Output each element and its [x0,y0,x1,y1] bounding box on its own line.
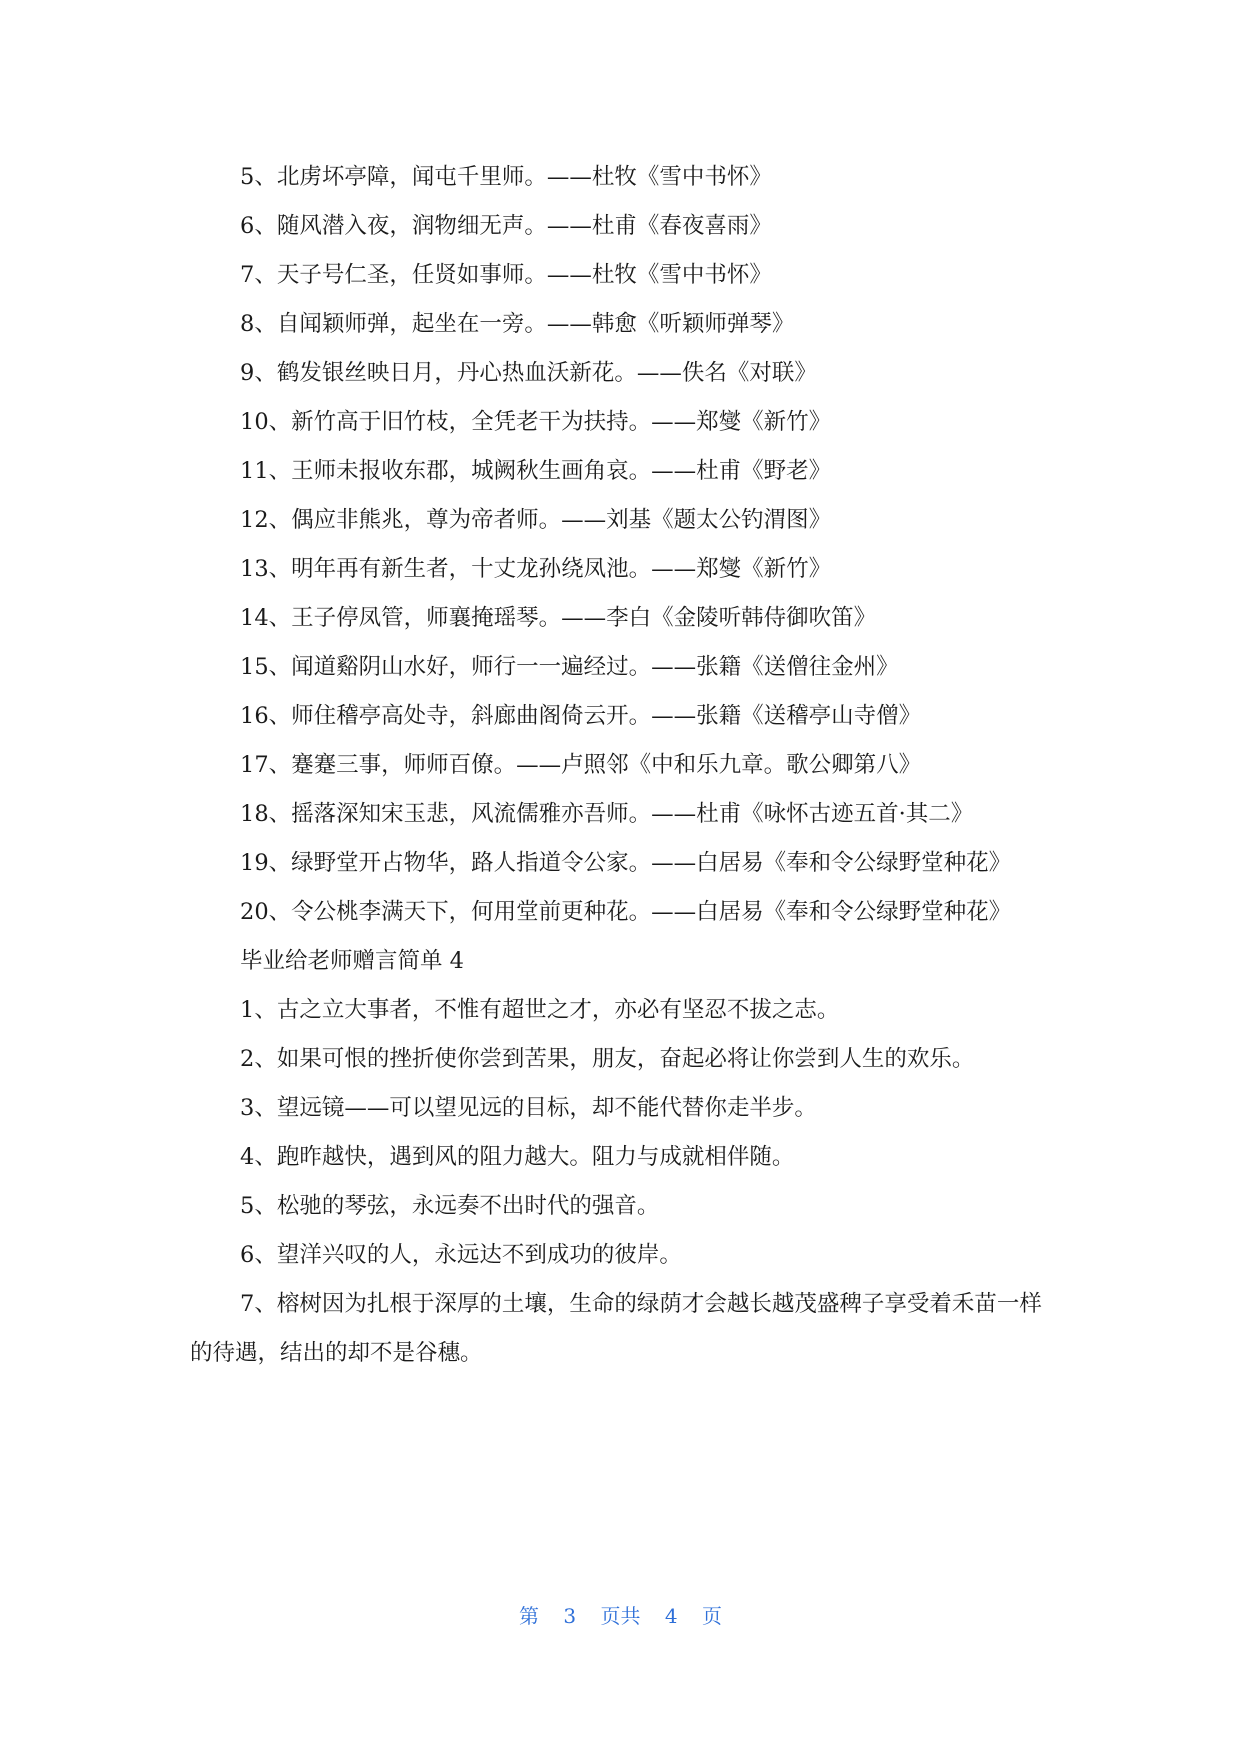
motto-line: 3、望远镜——可以望见远的目标，却不能代替你走半步。 [240,1095,817,1121]
motto-line: 6、望洋兴叹的人，永远达不到成功的彼岸。 [240,1242,682,1268]
quote-line: 20、令公桃李满天下，何用堂前更种花。——白居易《奉和令公绿野堂种花》 [240,899,1012,925]
motto-line: 5、松驰的琴弦，永远奏不出时代的强音。 [240,1193,660,1219]
quote-line: 5、北虏坏亭障，闻屯千里师。——杜牧《雪中书怀》 [240,164,772,190]
quote-line: 12、偶应非熊兆，尊为帝者师。——刘基《题太公钓渭图》 [240,507,832,533]
quote-line: 16、师住稽亭高处寺，斜廊曲阁倚云开。——张籍《送稽亭山寺僧》 [240,703,922,729]
quote-line: 6、随风潜入夜，润物细无声。——杜甫《春夜喜雨》 [240,213,772,239]
quote-line: 9、鹤发银丝映日月，丹心热血沃新花。——佚名《对联》 [240,360,817,386]
quote-line: 8、自闻颖师弹，起坐在一旁。——韩愈《听颖师弹琴》 [240,311,795,337]
quote-line: 18、摇落深知宋玉悲，风流儒雅亦吾师。——杜甫《咏怀古迹五首·其二》 [240,801,974,827]
document-body [190,153,1052,1378]
footer-middle: 页共 [600,1604,641,1628]
footer-suffix: 页 [701,1604,722,1628]
footer-current-page: 3 [563,1604,577,1628]
footer-total-pages: 4 [664,1604,678,1628]
quote-line: 14、王子停凤管，师襄掩瑶琴。——李白《金陵听韩侍御吹笛》 [240,605,877,631]
footer-prefix: 第 [519,1604,540,1628]
section-heading: 毕业给老师赠言简单 4 [240,948,464,974]
quote-line: 17、蹇蹇三事，师师百僚。——卢照邻《中和乐九章。歌公卿第八》 [240,752,922,778]
motto-line: 4、跑昨越快，遇到风的阻力越大。阻力与成就相伴随。 [240,1144,795,1170]
quote-line: 11、王师未报收东郡，城阙秋生画角哀。——杜甫《野老》 [240,458,832,484]
motto-line: 1、古之立大事者，不惟有超世之才，亦必有坚忍不拔之志。 [240,997,840,1023]
quote-line: 13、明年再有新生者，十丈龙孙绕凤池。——郑燮《新竹》 [240,556,832,582]
quote-line: 7、天子号仁圣，任贤如事师。——杜牧《雪中书怀》 [240,262,772,288]
quote-line: 19、绿野堂开占物华，路人指道令公家。——白居易《奉和令公绿野堂种花》 [240,850,1012,876]
quote-line: 15、闻道谿阴山水好，师行一一遍经过。——张籍《送僧往金州》 [240,654,899,680]
motto-line: 2、如果可恨的挫折使你尝到苦果，朋友，奋起必将让你尝到人生的欢乐。 [240,1046,975,1072]
motto-line: 7、榕树因为扎根于深厚的土壤，生命的绿荫才会越长越茂盛稗子享受着禾苗一样的待遇，结出的却不是谷穗。 [190,1291,1042,1366]
quote-line: 10、新竹高于旧竹枝，全凭老干为扶持。——郑燮《新竹》 [240,409,832,435]
page-footer [0,1600,1241,1629]
